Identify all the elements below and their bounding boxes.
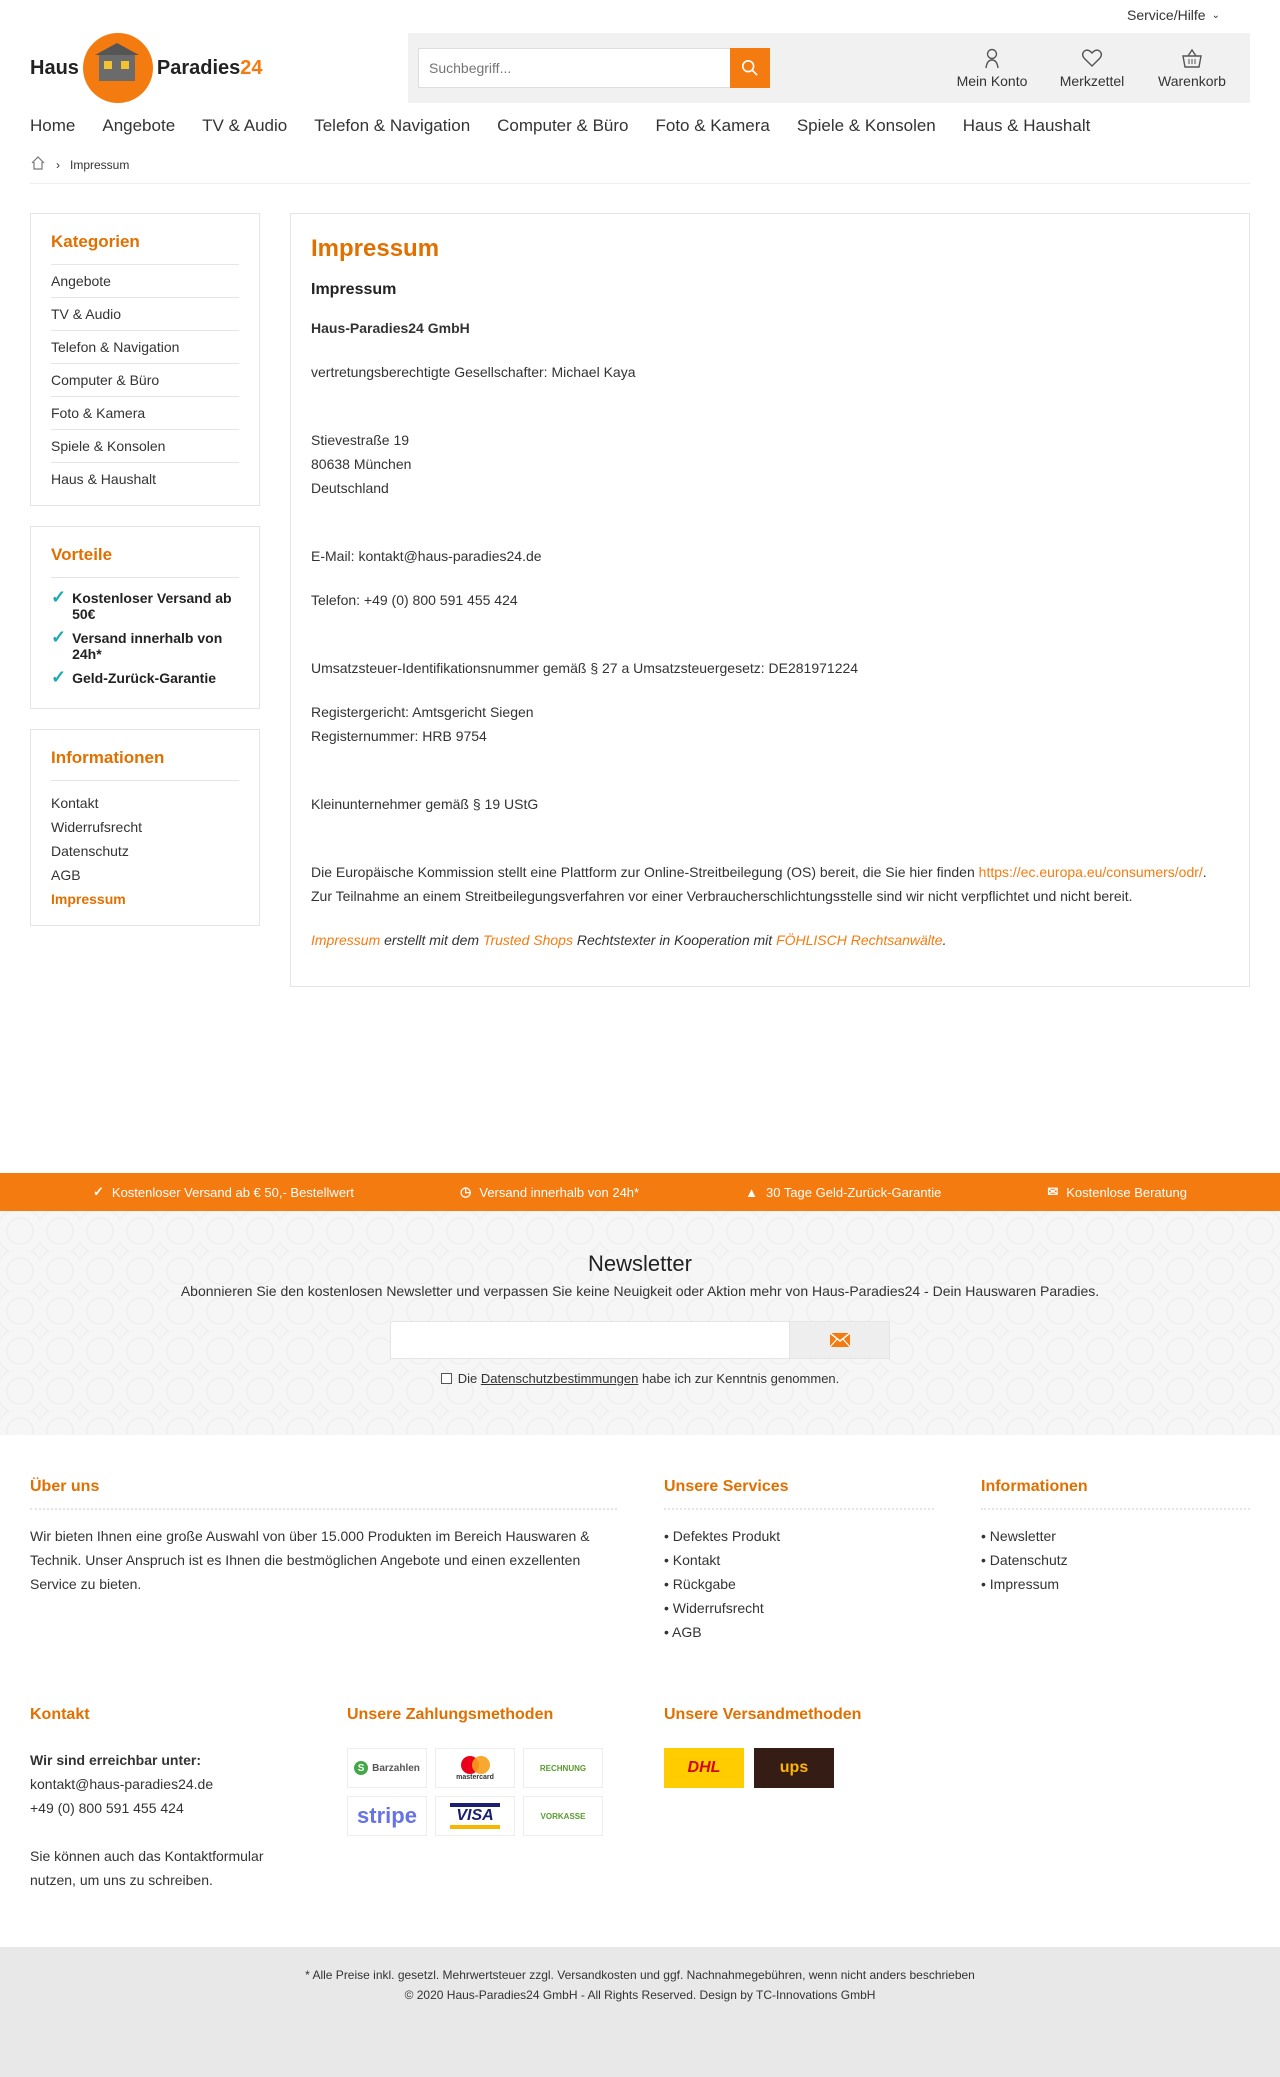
account-button[interactable] [944, 47, 1040, 89]
phone-text: Telefon: +49 (0) 800 591 455 424 [311, 592, 518, 608]
check-icon: ✓ [51, 587, 67, 607]
basket-icon [1181, 47, 1203, 69]
privacy-link[interactable]: Datenschutzbestimmungen [480, 1371, 639, 1386]
nav-spiele-konsolen[interactable]: Spiele & Konsolen [796, 116, 936, 135]
information-title: Informationen [51, 748, 239, 781]
footer-contact-label: Wir sind erreichbar unter: [30, 1752, 202, 1768]
email-text: E-Mail: kontakt@haus-paradies24.de [311, 548, 542, 564]
categories-box [30, 213, 260, 506]
footer-row-2 [30, 1706, 1250, 1892]
newsletter-title: Newsletter [588, 1251, 692, 1276]
footer-contact-phone[interactable]: +49 (0) 800 591 455 424 [30, 1800, 184, 1816]
service-help-dropdown[interactable] [1127, 7, 1220, 23]
benefit-bar-item: ◷ Versand innerhalb von 24h* [460, 1184, 640, 1200]
footer-bottom [0, 1947, 1280, 2077]
account-label: Mein Konto [956, 73, 1028, 89]
sidebar-category-foto-kamera[interactable]: Foto & Kamera [51, 397, 239, 430]
nav-home[interactable]: Home [30, 116, 76, 135]
small-business-note: Kleinunternehmer gemäß § 19 UStG [311, 796, 539, 812]
breadcrumb-current: Impressum [70, 157, 130, 172]
footer-payment [347, 1706, 617, 1892]
footer-payment-title: Unsere Zahlungsmethoden [347, 1706, 554, 1723]
impressum-credit-link[interactable]: Impressum [311, 932, 381, 948]
check-icon: ✓ [93, 1184, 104, 1199]
categories-title: Kategorien [51, 232, 239, 265]
benefit-bar-item: ▲ 30 Tage Geld-Zurück-Garantie [745, 1184, 942, 1200]
benefit-bar-item: ✓ Kostenloser Versand ab € 50,- Bestellwert [93, 1184, 354, 1200]
footer-shipping-title: Unsere Versandmethoden [664, 1706, 862, 1723]
page-title: Impressum [311, 235, 440, 262]
footer-link-impressum[interactable]: • Impressum [981, 1576, 1060, 1592]
page-body [30, 213, 1250, 987]
footer-contact-title: Kontakt [30, 1706, 90, 1723]
newsletter-form [0, 1321, 1280, 1359]
search-input[interactable] [419, 49, 730, 87]
user-icon [981, 47, 1003, 69]
footer [0, 1435, 1280, 1892]
benefits-box [30, 526, 260, 709]
wishlist-button[interactable] [1044, 47, 1140, 89]
sidebar-category-angebote[interactable]: Angebote [51, 265, 239, 298]
footer-link-agb[interactable]: • AGB [664, 1624, 702, 1640]
payment-stripe-logo: stripe [347, 1796, 427, 1836]
nav-tv-audio[interactable]: TV & Audio [202, 116, 288, 135]
footer-row-1 [30, 1478, 1250, 1644]
register-info: Registergericht: Amtsgericht Siegen Registernummer: HRB 9754 [311, 704, 534, 744]
newsletter-section [0, 1211, 1280, 1435]
sidebar-category-spiele-konsolen[interactable]: Spiele & Konsolen [51, 430, 239, 463]
newsletter-submit-button[interactable] [790, 1321, 890, 1359]
price-note: * Alle Preise inkl. gesetzl. Mehrwertsteuer zzgl. Versandkosten und ggf. Nachnahmegebühren, wenn nicht anders beschrieben [305, 1968, 975, 1982]
footer-link-newsletter[interactable]: • Newsletter [981, 1528, 1056, 1544]
footer-contact-email[interactable]: kontakt@haus-paradies24.de [30, 1776, 214, 1792]
nav-telefon-navigation[interactable]: Telefon & Navigation [314, 116, 471, 135]
logo-house-icon [83, 33, 153, 103]
footer-about [30, 1478, 617, 1644]
address: Stievestraße 19 80638 München Deutschland [311, 432, 412, 496]
payment-mastercard-logo: mastercard [435, 1748, 515, 1788]
nav-haus-haushalt[interactable]: Haus & Haushalt [962, 116, 1091, 135]
benefit-bar [0, 1173, 1280, 1211]
logo-text-haus: Haus [30, 56, 79, 79]
footer-link-rueckgabe[interactable]: • Rückgabe [664, 1576, 736, 1592]
clock-icon: ◷ [460, 1184, 472, 1199]
chevron-down-icon: ⌄ [1211, 9, 1220, 21]
search-area [408, 33, 1250, 103]
payment-vorkasse-logo: VORKASSE [523, 1796, 603, 1836]
breadcrumb [30, 146, 1250, 184]
foehlisch-link[interactable]: FÖHLISCH Rechtsanwälte [776, 932, 943, 948]
header-actions [944, 47, 1250, 89]
check-icon: ✓ [51, 667, 67, 687]
footer-contact [30, 1706, 300, 1892]
nav-angebote[interactable]: Angebote [102, 116, 176, 135]
shipping-dhl-logo: DHL [664, 1748, 744, 1788]
breadcrumb-home[interactable] [30, 155, 46, 174]
sidebar-category-telefon-navigation[interactable]: Telefon & Navigation [51, 331, 239, 364]
search-form [418, 48, 770, 88]
company-name: Haus-Paradies24 GmbH [311, 320, 470, 336]
logo-text-paradies: Paradies24 [156, 56, 263, 79]
search-icon [741, 59, 759, 77]
footer-link-datenschutz[interactable]: • Datenschutz [981, 1552, 1068, 1568]
newsletter-subtitle: Abonnieren Sie den kostenlosen Newsletter und verpassen Sie keine Neuigkeit oder Aktion mehr von Haus-Paradies24 - Dein Hauswaren Paradies. [180, 1283, 1100, 1299]
footer-about-title: Über uns [30, 1478, 617, 1510]
footer-link-kontakt[interactable]: • Kontakt [664, 1552, 721, 1568]
footer-shipping [664, 1706, 934, 1892]
cart-button[interactable] [1144, 47, 1240, 89]
footer-information-title: Informationen [981, 1478, 1250, 1510]
odr-notice: Die Europäische Kommission stellt eine Plattform zur Online-Streitbeilegung (OS) bereit, die Sie hier finden https://ec.europa.eu/consumers/odr/. Zur Teilnahme an einem Streitbeilegungsverfahren vor einer Verbraucherschlichtungsstelle sind wir nicht verpflichtet und nicht bereit. [311, 864, 1207, 904]
footer-services-title: Unsere Services [664, 1478, 934, 1510]
footer-link-widerrufsrecht[interactable]: • Widerrufsrecht [664, 1600, 764, 1616]
home-icon [30, 155, 46, 171]
footer-about-text: Wir bieten Ihnen eine große Auswahl von über 15.000 Produkten im Bereich Hauswaren & Technik. Unser Anspruch ist es Ihnen die bestmöglichen Angebote und einen exzellenten Service zu bieten. [30, 1528, 590, 1592]
main-navigation [30, 106, 1250, 146]
chevron-right-icon: › [56, 157, 60, 172]
benefit-item: ✓ Kostenloser Versand ab 50€ [51, 587, 232, 622]
nav-foto-kamera[interactable]: Foto & Kamera [655, 116, 770, 135]
cart-label: Warenkorb [1158, 73, 1226, 89]
topbar [30, 0, 1250, 30]
wishlist-label: Merkzettel [1059, 73, 1125, 89]
sidebar-category-computer-buero[interactable]: Computer & Büro [51, 364, 239, 397]
credit-line: Impressum erstellt mit dem Trusted Shops Rechtstexter in Kooperation mit FÖHLISCH Rechtsanwälte. [311, 932, 947, 948]
header [30, 30, 1250, 106]
payment-rechnung-logo: RECHNUNG [523, 1748, 603, 1788]
odr-link[interactable]: https://ec.europa.eu/consumers/odr/ [978, 864, 1203, 880]
sidebar [30, 213, 260, 987]
benefit-bar-item: ✉ Kostenlose Beratung [1047, 1184, 1187, 1200]
vat-id: Umsatzsteuer-Identifikationsnummer gemäß § 27 a Umsatzsteuergesetz: DE281971224 [311, 660, 859, 676]
benefit-item: ✓ Geld-Zurück-Garantie [51, 667, 217, 687]
sidebar-info-agb[interactable]: AGB [51, 867, 81, 883]
envelope-icon [830, 1333, 850, 1347]
footer-contact-form-text: Sie können auch das Kontaktformular nutzen, um uns zu schreiben. [30, 1848, 264, 1888]
nav-computer-buero[interactable]: Computer & Büro [497, 116, 629, 135]
thumbs-up-icon: ▲ [745, 1184, 758, 1200]
sidebar-info-impressum[interactable]: Impressum [51, 891, 126, 907]
shipping-ups-logo: ups [754, 1748, 834, 1788]
site-logo[interactable] [30, 30, 408, 106]
newsletter-email-input[interactable] [390, 1321, 790, 1359]
search-button[interactable] [730, 48, 770, 88]
envelope-icon: ✉ [1047, 1184, 1059, 1199]
sidebar-category-haus-haushalt[interactable]: Haus & Haushalt [51, 471, 157, 487]
benefit-item: ✓ Versand innerhalb von 24h* [51, 627, 223, 662]
sidebar-category-tv-audio[interactable]: TV & Audio [51, 298, 239, 331]
privacy-consent: Die Datenschutzbestimmungen habe ich zur Kenntnis genommen. [0, 1371, 1280, 1386]
representative: vertretungsberechtigte Gesellschafter: Michael Kaya [311, 364, 636, 380]
information-box [30, 729, 260, 926]
footer-link-defektes-produkt[interactable]: • Defektes Produkt [664, 1528, 781, 1544]
impressum-content [290, 213, 1250, 987]
sidebar-info-datenschutz[interactable]: Datenschutz [51, 843, 129, 859]
copyright: © 2020 Haus-Paradies24 GmbH - All Rights Reserved. Design by TC-Innovations GmbH [404, 1988, 876, 2002]
check-icon: ✓ [51, 627, 67, 647]
sidebar-info-kontakt[interactable]: Kontakt [51, 795, 99, 811]
service-label: Service/Hilfe [1127, 7, 1206, 23]
footer-services [664, 1478, 934, 1644]
heart-icon [1081, 47, 1103, 69]
benefits-title: Vorteile [51, 545, 239, 578]
sidebar-info-widerrufsrecht[interactable]: Widerrufsrecht [51, 819, 143, 835]
privacy-checkbox[interactable] [441, 1373, 452, 1384]
payment-barzahlen-logo: S Barzahlen [347, 1748, 427, 1788]
trusted-shops-link[interactable]: Trusted Shops [482, 932, 573, 948]
footer-information [981, 1478, 1250, 1644]
payment-visa-logo: VISA [435, 1796, 515, 1836]
section-title: Impressum [311, 281, 397, 298]
